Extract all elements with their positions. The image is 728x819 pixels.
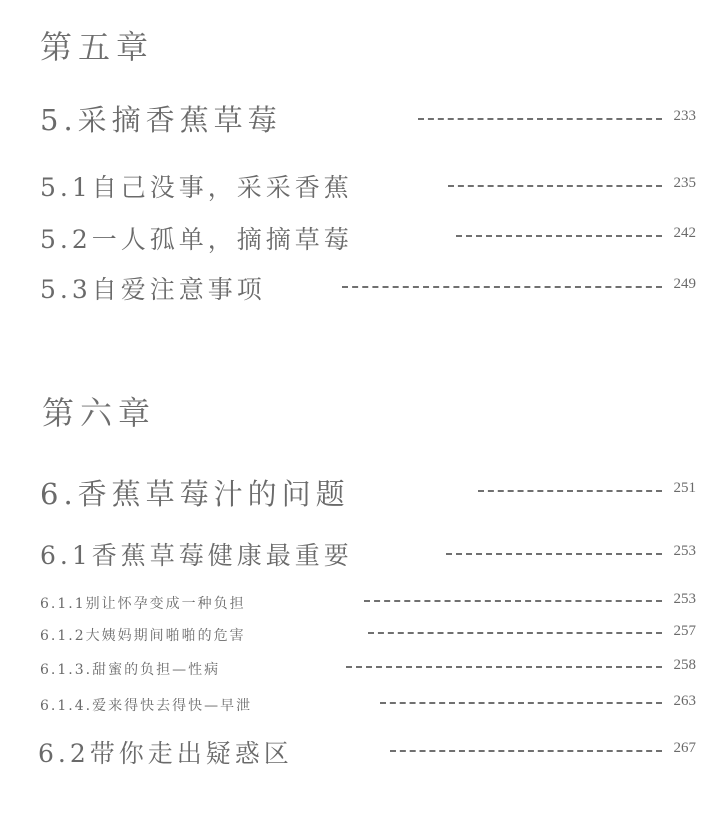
toc-entry[interactable]	[0, 734, 728, 774]
toc-entry[interactable]	[0, 472, 728, 512]
toc-entry[interactable]	[0, 168, 728, 208]
dot-leader	[364, 600, 662, 602]
toc-page-number: 253	[673, 543, 696, 559]
toc-entry[interactable]	[0, 98, 728, 138]
dot-leader	[368, 632, 662, 634]
toc-entry-title: 6.1香蕉草莓健康最重要	[40, 541, 353, 570]
toc-entry-title: 6.1.1别让怀孕变成一种负担	[40, 596, 246, 612]
dot-leader	[342, 286, 662, 288]
dot-leader	[418, 118, 662, 120]
toc-page-number: 257	[673, 623, 696, 639]
toc-entry[interactable]	[0, 270, 728, 310]
toc-page-number: 251	[673, 480, 696, 496]
chapter-heading: 第五章	[40, 28, 155, 66]
toc-entry-title: 5.2一人孤单，摘摘草莓	[40, 225, 353, 254]
toc-page-number: 242	[673, 225, 696, 241]
toc-entry-title: 6.1.2大姨妈期间啪啪的危害	[40, 628, 246, 644]
dot-leader	[456, 235, 662, 237]
toc-entry[interactable]	[0, 692, 728, 732]
toc-entry[interactable]	[0, 656, 728, 696]
toc-entry-title: 6.2带你走出疑惑区	[38, 739, 293, 768]
toc-page-number: 263	[673, 693, 696, 709]
toc-entry-title: 6.1.3.甜蜜的负担—性病	[40, 662, 221, 678]
toc-page-number: 267	[673, 740, 696, 756]
dot-leader	[478, 490, 662, 492]
toc-entry-title: 6.香蕉草莓汁的问题	[40, 477, 350, 511]
dot-leader	[380, 702, 662, 704]
toc-page-number: 249	[673, 276, 696, 292]
toc-page-number: 258	[673, 657, 696, 673]
toc-entry[interactable]	[0, 220, 728, 260]
toc-page-number: 233	[673, 108, 696, 124]
dot-leader	[446, 553, 662, 555]
toc-entry[interactable]	[0, 536, 728, 576]
chapter-heading: 第六章	[42, 394, 157, 432]
toc-entry-title: 6.1.4.爱来得快去得快—早泄	[40, 698, 253, 714]
toc-entry-title: 5.1自己没事，采采香蕉	[40, 173, 353, 202]
toc-entry-title: 5.3自爱注意事项	[40, 275, 266, 304]
toc-entry-title: 5.采摘香蕉草莓	[40, 103, 282, 137]
toc-page-number: 235	[673, 175, 696, 191]
dot-leader	[346, 666, 662, 668]
dot-leader	[448, 185, 662, 187]
toc-page-number: 253	[673, 591, 696, 607]
dot-leader	[390, 750, 662, 752]
